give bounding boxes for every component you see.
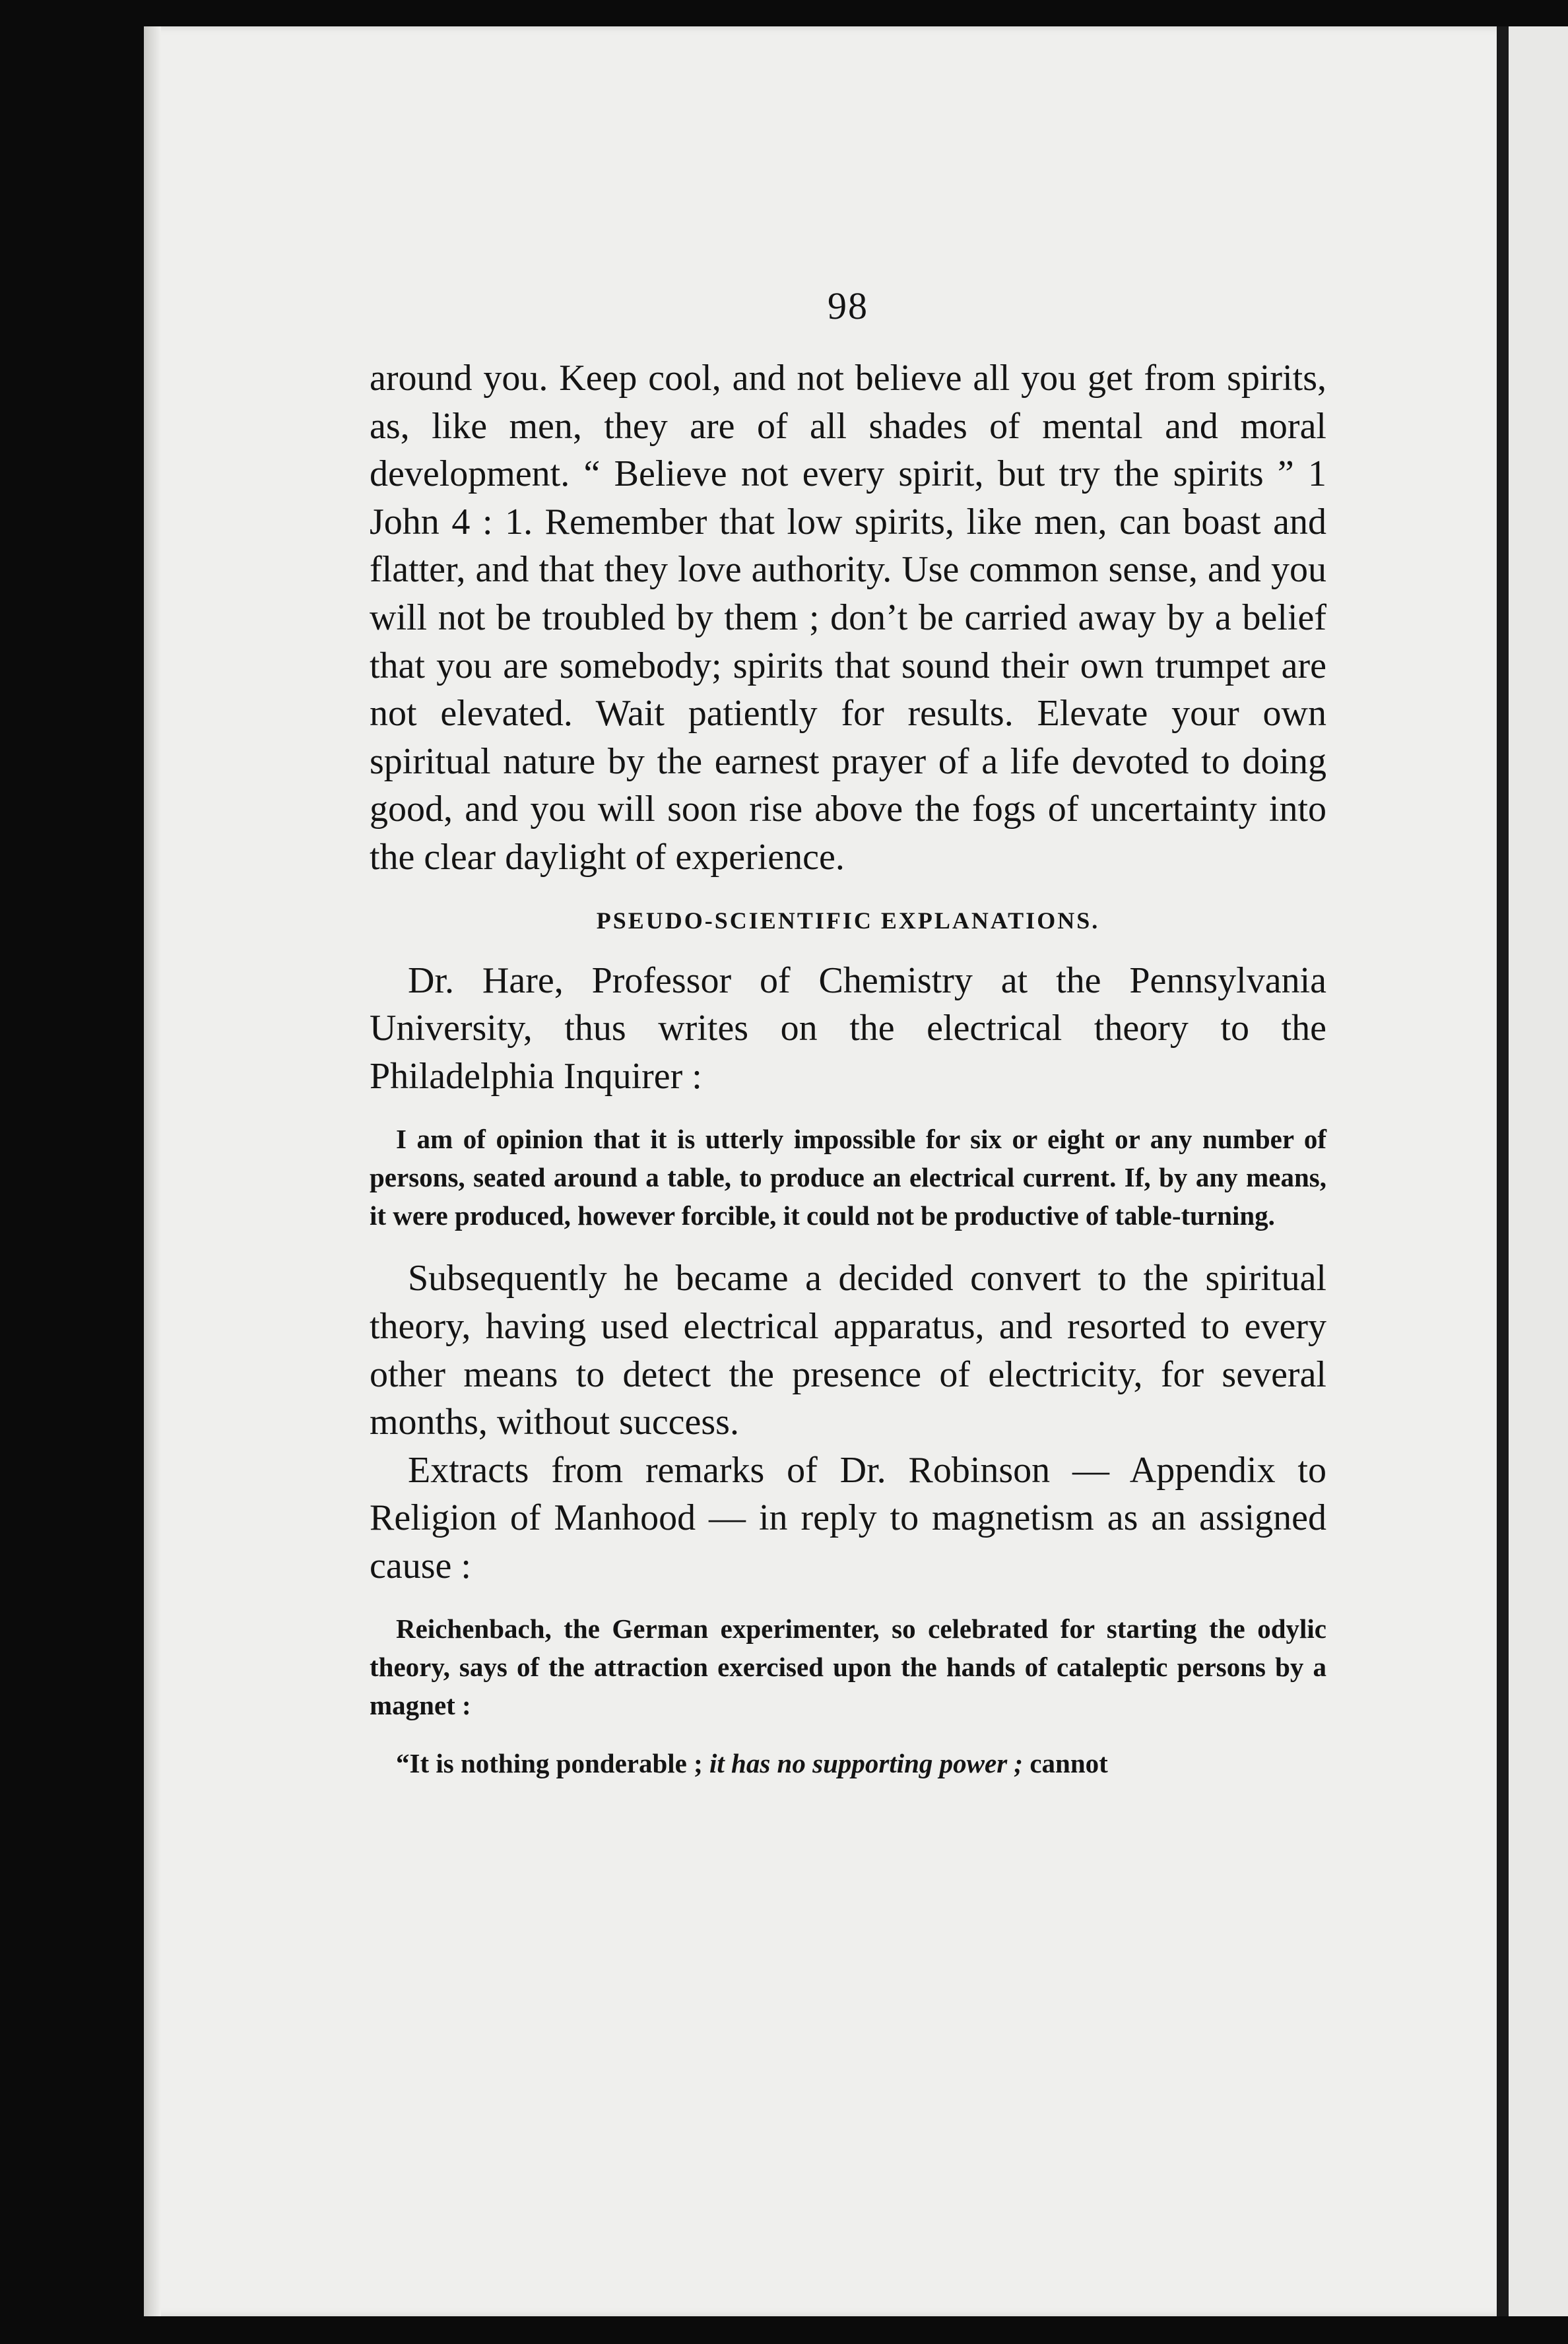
facing-page-edge bbox=[1509, 26, 1568, 2316]
paragraph-continued: around you. Keep cool, and not believe all you get from spirits, as, like men, they are of all shades of mental and moral development. “ Believe not every spirit, but try the spirits ” 1 John 4 : 1. Remember that low spirits, like men, can boast and flatter, and that they love authority. Use common sense, and you will not be troubled by them ; don’t be carried away by a belief that you are somebody; spirits that sound their own trumpet are not elevated. Wait patiently for results. Elevate your own spiritual nature by the earnest prayer of a life devoted to doing good, and you will soon rise above the fogs of uncertainty into the clear daylight of experience. bbox=[370, 358, 1326, 878]
quote-text-end: cannot bbox=[1023, 1748, 1108, 1779]
paragraph-convert: Subsequently he became a decided convert to the spiritual theory, having used electrical apparatus, and resorted to every other means to detect the presence of electricity, for several months, without success. bbox=[370, 1258, 1326, 1443]
page-number: 98 bbox=[828, 284, 868, 327]
block-quote-hare: I am of opinion that it is utterly impossible for six or eight or any number of persons, seated around a table, to produce an electrical current. If, by any means, it were produced, however forcible, it could not be productive of table-turning. bbox=[370, 1124, 1326, 1231]
paragraph-dr-hare: Dr. Hare, Professor of Chemistry at the Pennsylvania University, thus writes on the electrical theory to the Philadelphia Inquirer : bbox=[370, 960, 1326, 1097]
page-gutter-shadow bbox=[144, 26, 161, 2316]
block-quote-reichenbach: Reichenbach, the German experimenter, so celebrated for starting the odylic theory, says of the attraction exercised upon the hands of cataleptic persons by a magnet : bbox=[370, 1613, 1326, 1721]
section-heading: PSEUDO-SCIENTIFIC EXPLANATIONS. bbox=[596, 907, 1100, 934]
paragraph-robinson: Extracts from remarks of Dr. Robinson — Appendix to Religion of Manhood — in reply to magnetism as an assigned cause : bbox=[370, 1449, 1326, 1586]
block-quote-continued bbox=[370, 1744, 1326, 1782]
page-edge bbox=[1497, 26, 1509, 2316]
quote-text-italic: it has no supporting power ; bbox=[709, 1748, 1024, 1779]
page-text bbox=[370, 284, 1326, 1782]
quote-text-start: “It is nothing ponderable ; bbox=[396, 1748, 710, 1779]
